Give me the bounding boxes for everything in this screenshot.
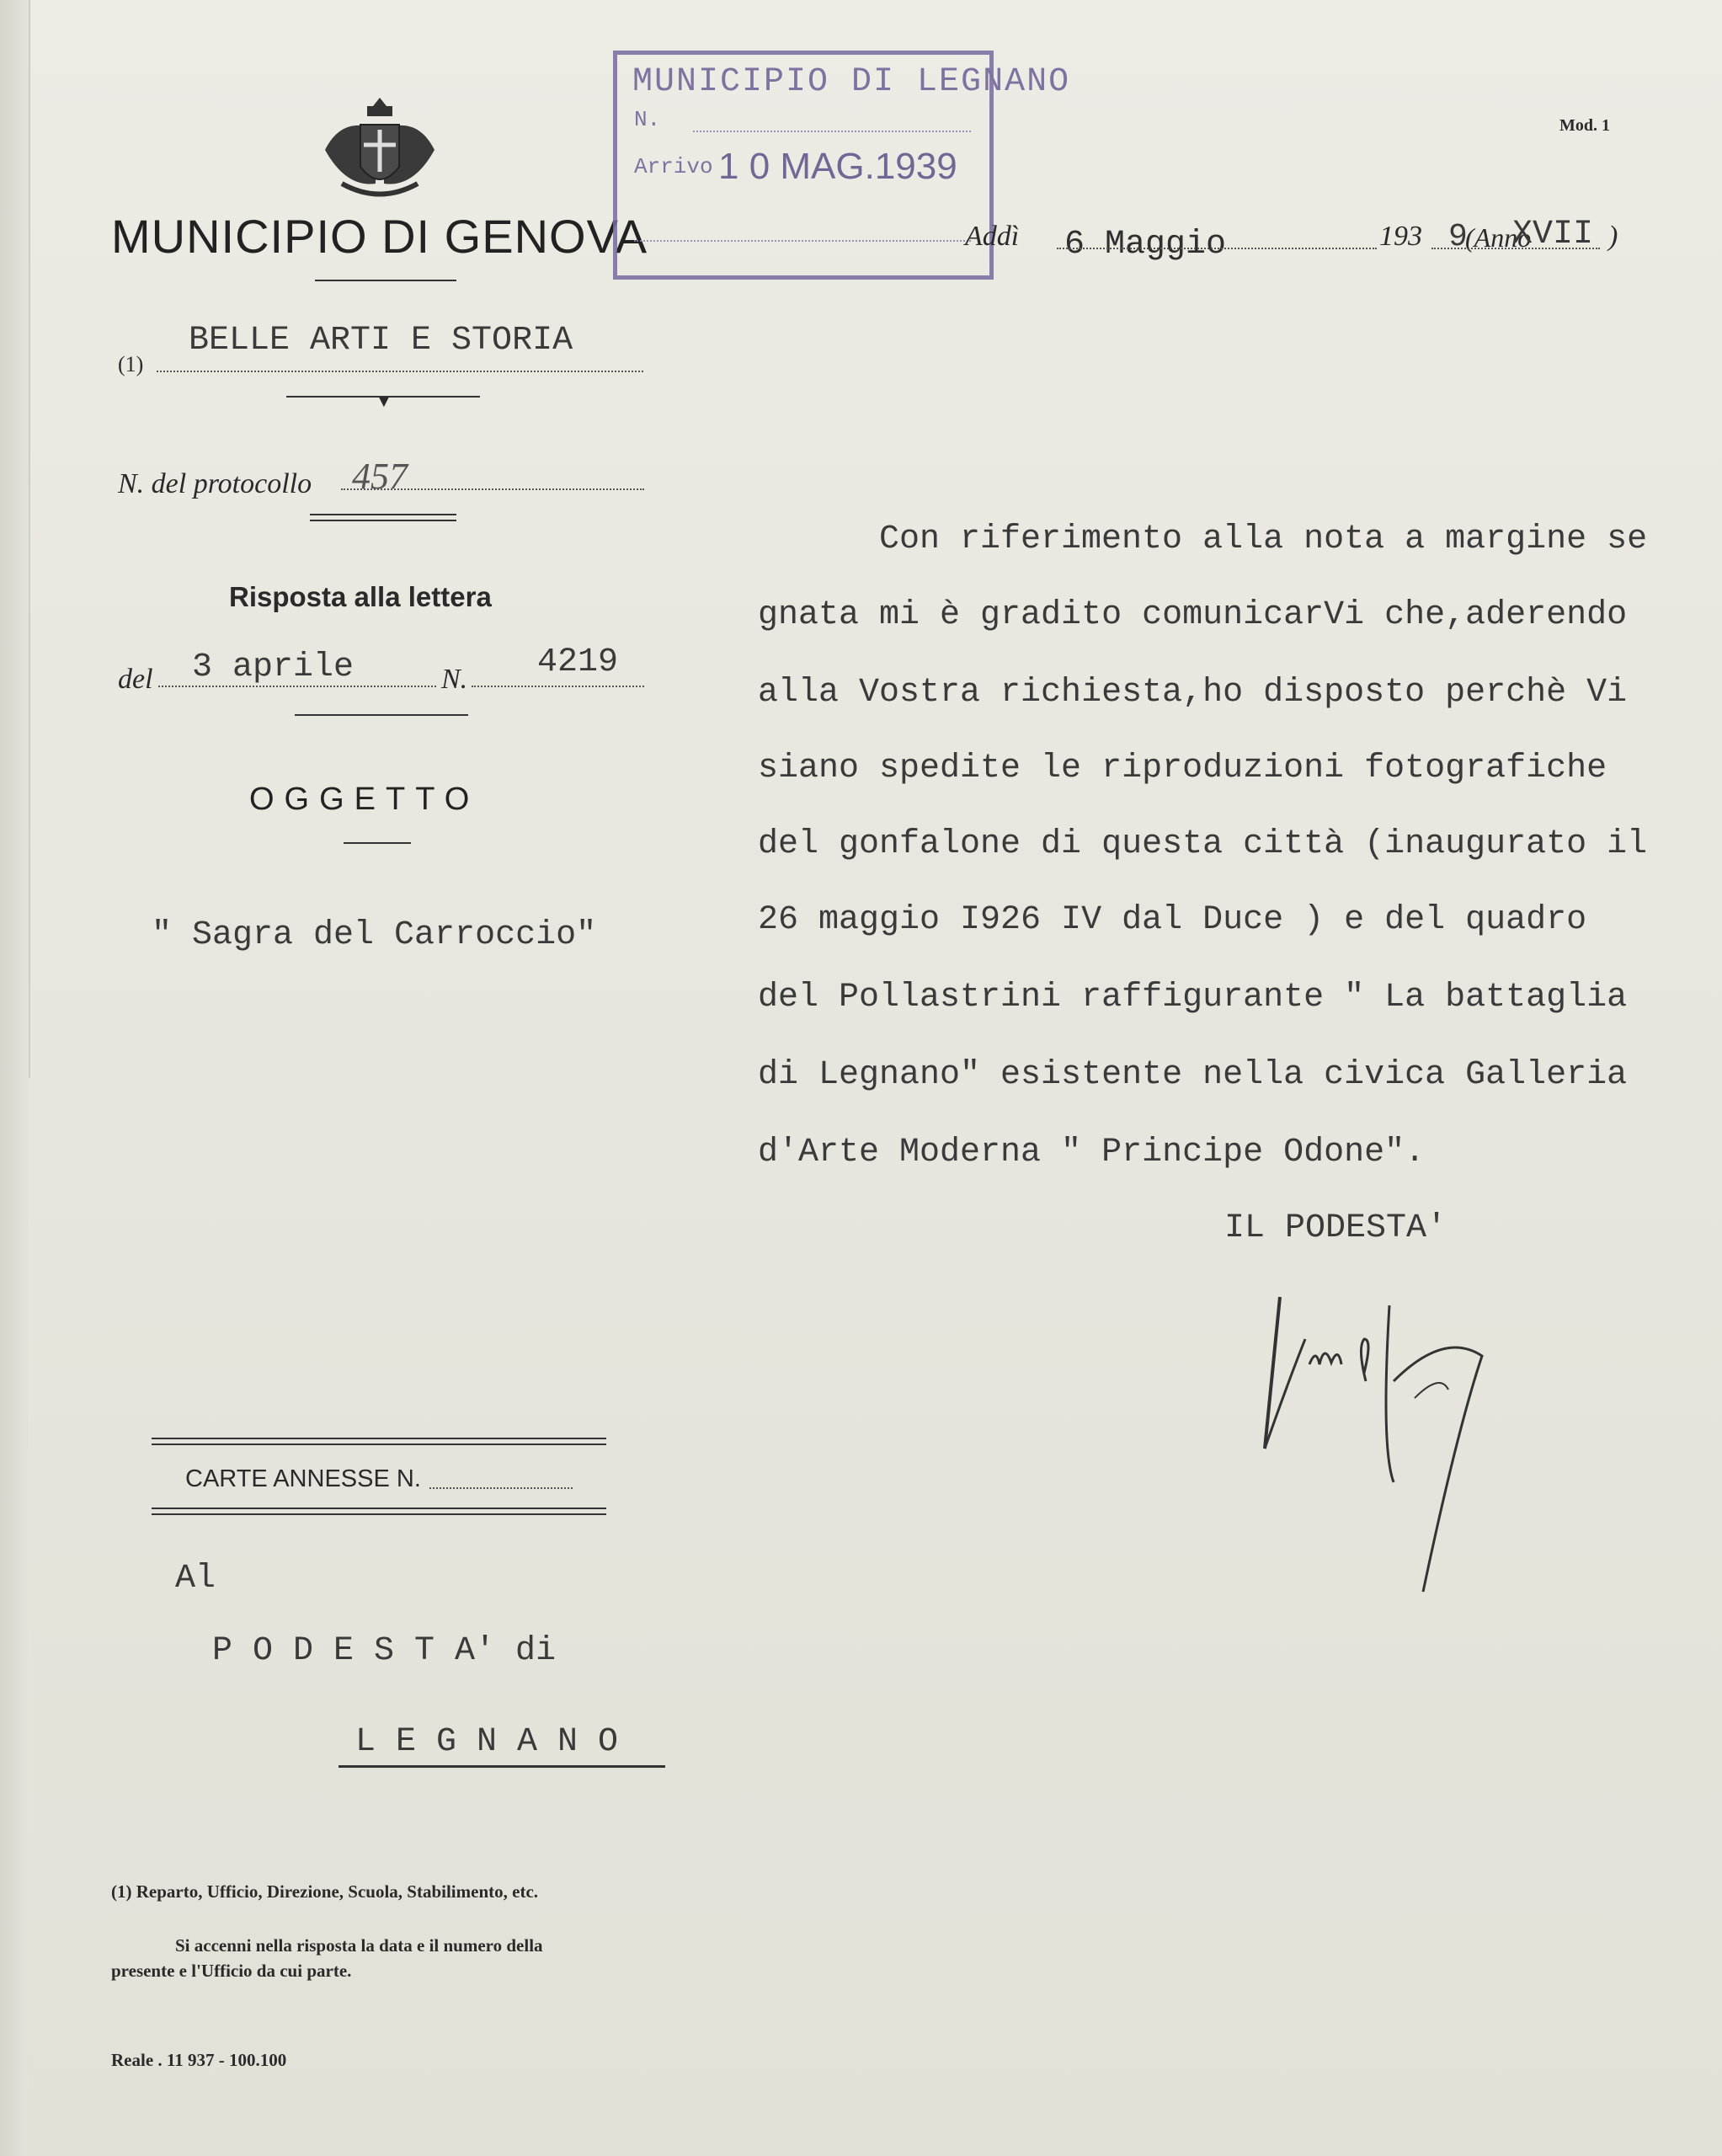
anno-label: (Anno	[1465, 222, 1532, 253]
title-underline	[315, 280, 456, 281]
anno-close: )	[1608, 221, 1618, 252]
reply-n-label: N.	[441, 664, 468, 695]
carte-annesse-label: CARTE ANNESSE N.	[185, 1465, 421, 1492]
mod-label: Mod. 1	[1559, 116, 1610, 135]
coat-of-arms-icon	[308, 91, 451, 205]
oggetto-heading: OGGETTO	[249, 782, 480, 817]
body-line-1: Con riferimento alla nota a margine se	[879, 520, 1648, 558]
page-edge-shadow	[0, 0, 29, 2156]
letter-date: 6 Maggio	[1064, 226, 1227, 264]
municipality-title: MUNICIPIO DI GENOVA	[111, 210, 648, 263]
stamp-number-label: N.	[634, 107, 661, 132]
protocol-number: 457	[352, 456, 408, 497]
reply-date: 3 aprile	[192, 648, 355, 686]
recipient-line-2: L E G N A N O	[355, 1723, 619, 1761]
year-digit: 9	[1448, 219, 1468, 255]
received-stamp	[613, 51, 1071, 280]
body-line-7: del Pollastrini raffigurante " La battaglia	[758, 979, 1628, 1017]
footnote-2-line-2: presente e l'Ufficio da cui parte.	[111, 1961, 352, 1981]
oggetto-value: " Sagra del Carroccio"	[152, 916, 597, 954]
body-line-4: siano spedite le riproduzioni fotografiche	[758, 750, 1607, 787]
recipient-line-1: P O D E S T A' di	[212, 1632, 557, 1670]
stamp-municipality: MUNICIPIO DI LEGNANO	[632, 63, 1071, 101]
body-line-2: gnata mi è gradito comunicarVi che,aderendo	[758, 596, 1628, 634]
footnote-marker: (1)	[118, 352, 144, 376]
stamp-arrivo-date: 1 0 MAG.1939	[718, 146, 957, 187]
body-line-5: del gonfalone di questa città (inaugurato il	[758, 825, 1648, 863]
stamp-arrivo-label: Arrivo	[634, 154, 713, 179]
reply-heading: Risposta alla lettera	[229, 581, 492, 612]
year-prefix: 193	[1379, 221, 1422, 252]
chevron-down-icon: ▼	[376, 392, 392, 411]
recipient-al: Al	[175, 1560, 216, 1598]
print-reference: Reale . 11 937 - 100.100	[111, 2050, 287, 2070]
body-line-3: alla Vostra richiesta,ho disposto perchè Vi	[758, 674, 1628, 712]
addi-label: Addì	[965, 221, 1020, 252]
signature-title: IL PODESTA'	[1224, 1209, 1447, 1247]
protocol-label: N. del protocollo	[118, 468, 312, 499]
page-fold-line	[29, 0, 30, 1078]
handwritten-signature	[1246, 1280, 1533, 1600]
anno-value: XVII	[1512, 216, 1594, 253]
office-name: BELLE ARTI E STORIA	[189, 322, 573, 360]
body-line-6: 26 maggio I926 IV dal Duce ) e del quadro	[758, 901, 1587, 939]
footnote-1: (1) Reparto, Ufficio, Direzione, Scuola, Stabilimento, etc.	[111, 1881, 539, 1902]
footnote-2-line-1: Si accenni nella risposta la data e il numero della	[175, 1935, 543, 1956]
body-line-9: d'Arte Moderna " Principe Odone".	[758, 1134, 1426, 1171]
reply-number: 4219	[537, 643, 619, 681]
del-label: del	[118, 664, 153, 695]
body-line-8: di Legnano" esistente nella civica Galleria	[758, 1056, 1628, 1094]
